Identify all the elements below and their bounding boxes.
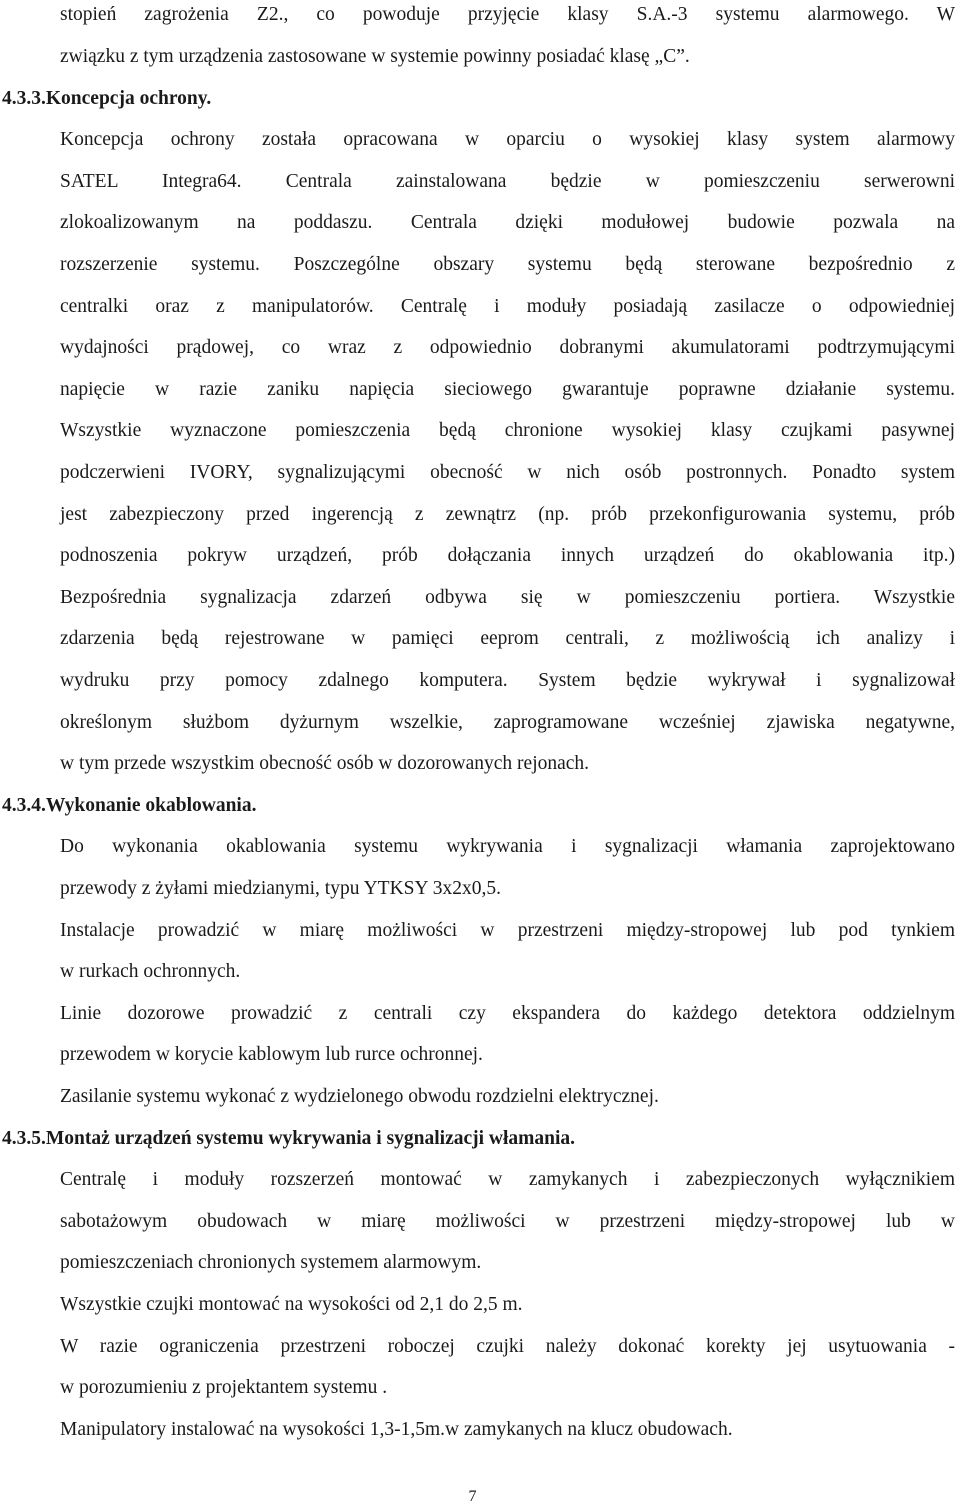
paragraph-line: Manipulatory instalować na wysokości 1,3-1,5m.w zamykanych na klucz obudowach.: [60, 1419, 733, 1440]
paragraph-line: Instalacje prowadzić w miarę możliwości w przestrzeni między-stropowej lub pod tynkiem: [60, 920, 955, 941]
paragraph-line: centralki oraz z manipulatorów. Centralę i moduły posiadają zasilacze o odpowiedniej: [60, 296, 955, 317]
section-number: 4.3.4.: [2, 795, 46, 816]
paragraph-line: określonym służbom dyżurnym wszelkie, zaprogramowane wcześniej zjawiska negatywne,: [60, 712, 955, 733]
section-number: 4.3.5.: [2, 1128, 46, 1149]
paragraph-line: Wszystkie wyznaczone pomieszczenia będą chronione wysokiej klasy czujkami pasywnej: [60, 420, 955, 441]
section-title: Wykonanie okablowania.: [45, 795, 257, 816]
paragraph-line: sabotażowym obudowach w miarę możliwości w przestrzeni między-stropowej lub w: [60, 1211, 955, 1232]
paragraph-line: napięcie w razie zaniku napięcia sieciowego gwarantuje poprawne działanie systemu.: [60, 379, 955, 400]
paragraph-line: Bezpośrednia sygnalizacja zdarzeń odbywa się w pomieszczeniu portiera. Wszystkie: [60, 587, 955, 608]
paragraph-line: Zasilanie systemu wykonać z wydzielonego obwodu rozdzielni elektrycznej.: [60, 1086, 659, 1107]
paragraph-line: wydruku przy pomocy zdalnego komputera. System będzie wykrywał i sygnalizował: [60, 670, 955, 691]
section-number: 4.3.3.: [2, 88, 46, 109]
paragraph-line: Koncepcja ochrony została opracowana w oparciu o wysokiej klasy system alarmowy: [60, 129, 955, 150]
section-heading-4-3-4: [2, 794, 256, 818]
paragraph-line: w porozumieniu z projektantem systemu .: [60, 1377, 388, 1398]
paragraph-line: w tym przede wszystkim obecność osób w dozorowanych rejonach.: [60, 753, 590, 774]
paragraph-line: przewody z żyłami miedzianymi, typu YTKSY 3x2x0,5.: [60, 878, 502, 899]
section-heading-4-3-3: [2, 87, 211, 111]
paragraph-line: W razie ograniczenia przestrzeni roboczej czujki należy dokonać korekty jej usytuowania -: [60, 1336, 955, 1357]
paragraph-line: Linie dozorowe prowadzić z centrali czy ekspandera do każdego detektora oddzielnym: [60, 1003, 955, 1024]
paragraph-line: Wszystkie czujki montować na wysokości od 2,1 do 2,5 m.: [60, 1294, 523, 1315]
section-heading-4-3-5: [2, 1127, 575, 1151]
section-title: Montaż urządzeń systemu wykrywania i sygnalizacji włamania.: [45, 1128, 576, 1149]
paragraph-line: zdarzenia będą rejestrowane w pamięci eeprom centrali, z możliwością ich analizy i: [60, 628, 955, 649]
paragraph-line: wydajności prądowej, co wraz z odpowiednio dobranymi akumulatorami podtrzymującymi: [60, 337, 955, 358]
paragraph-line: SATEL Integra64. Centrala zainstalowana będzie w pomieszczeniu serwerowni: [60, 171, 955, 192]
paragraph-line: Do wykonania okablowania systemu wykrywania i sygnalizacji włamania zaprojektowano: [60, 836, 955, 857]
paragraph-line: podnoszenia pokryw urządzeń, prób dołączania innych urządzeń do okablowania itp.): [60, 545, 955, 566]
section-title: Koncepcja ochrony.: [45, 88, 212, 109]
paragraph-line: związku z tym urządzenia zastosowane w systemie powinny posiadać klasę „C”.: [60, 46, 690, 67]
paragraph-line: pomieszczeniach chronionych systemem alarmowym.: [60, 1252, 482, 1273]
paragraph-line: rozszerzenie systemu. Poszczególne obszary systemu będą sterowane bezpośrednio z: [60, 254, 955, 275]
paragraph-line: przewodem w korycie kablowym lub rurce ochronnej.: [60, 1044, 483, 1065]
paragraph-line: jest zabezpieczony przed ingerencją z zewnątrz (np. prób przekonfigurowania systemu, prób: [60, 504, 955, 525]
paragraph-line: stopień zagrożenia Z2., co powoduje przyjęcie klasy S.A.-3 systemu alarmowego. W: [60, 4, 955, 25]
paragraph-line: podczerwieni IVORY, sygnalizującymi obecność w nich osób postronnych. Ponadto system: [60, 462, 955, 483]
page-number: 7: [468, 1488, 477, 1505]
paragraph-line: Centralę i moduły rozszerzeń montować w zamykanych i zabezpieczonych wyłącznikiem: [60, 1169, 955, 1190]
paragraph-line: w rurkach ochronnych.: [60, 961, 241, 982]
paragraph-line: zlokoalizowanym na poddaszu. Centrala dzięki modułowej budowie pozwala na: [60, 212, 955, 233]
